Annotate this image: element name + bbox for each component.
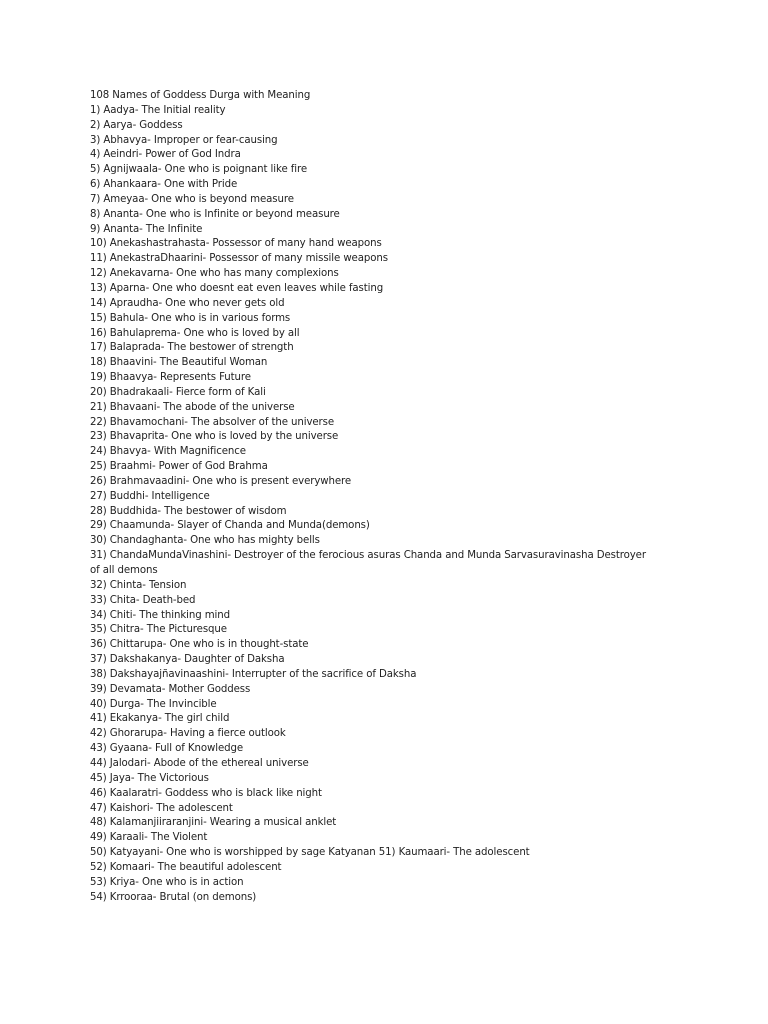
- name-list-item: 39) Devamata- Mother Goddess: [90, 683, 251, 695]
- name-list-item: 50) Katyayani- One who is worshipped by sage Katyanan 51) Kaumaari- The adolescent: [90, 847, 530, 859]
- name-list-item: 46) Kaalaratri- Goddess who is black like night: [90, 787, 322, 799]
- name-list-item: 44) Jalodari- Abode of the ethereal universe: [90, 757, 309, 769]
- name-list-item: 11) AnekastraDhaarini- Possessor of many missile weapons: [90, 253, 388, 265]
- name-list-item: 47) Kaishori- The adolescent: [90, 802, 233, 814]
- name-list-item: 5) Agnijwaala- One who is poignant like fire: [90, 164, 308, 176]
- name-list-item: 19) Bhaavya- Represents Future: [90, 372, 251, 384]
- name-list-item: 9) Ananta- The Infinite: [90, 223, 203, 235]
- name-list-item: 24) Bhavya- With Magnificence: [90, 446, 246, 458]
- name-list-item: 33) Chita- Death-bed: [90, 594, 196, 606]
- name-list-item: 16) Bahulaprema- One who is loved by all: [90, 327, 300, 339]
- name-list-item: 27) Buddhi- Intelligence: [90, 490, 210, 502]
- name-list-item: 32) Chinta- Tension: [90, 579, 187, 591]
- name-list-item: 42) Ghorarupa- Having a fierce outlook: [90, 728, 286, 740]
- name-list-item: 4) Aeindri- Power of God Indra: [90, 149, 241, 161]
- name-list-item: 43) Gyaana- Full of Knowledge: [90, 743, 244, 755]
- name-list-item: 28) Buddhida- The bestower of wisdom: [90, 505, 287, 517]
- name-list-item: 18) Bhaavini- The Beautiful Woman: [90, 357, 268, 369]
- name-list-item: 8) Ananta- One who is Infinite or beyond measure: [90, 208, 340, 220]
- name-list-item: 38) Dakshayajñavinaashini- Interrupter of the sacrifice of Daksha: [90, 668, 417, 680]
- name-list-item: 49) Karaali- The Violent: [90, 832, 208, 844]
- name-list-item: 3) Abhavya- Improper or fear-causing: [90, 134, 278, 146]
- name-list-item: 35) Chitra- The Picturesque: [90, 624, 227, 636]
- name-list-item: 20) Bhadrakaali- Fierce form of Kali: [90, 386, 266, 398]
- name-list-item: 26) Brahmavaadini- One who is present everywhere: [90, 475, 352, 487]
- name-list-item: 31) ChandaMundaVinashini- Destroyer of the ferocious asuras Chanda and Munda Sarvasuravinasha Destroyer of all demons: [90, 550, 646, 576]
- name-list-item: 15) Bahula- One who is in various forms: [90, 312, 291, 324]
- name-list-item: 1) Aadya- The Initial reality: [90, 104, 226, 116]
- name-list-item: 22) Bhavamochani- The absolver of the universe: [90, 416, 335, 428]
- name-list-item: 2) Aarya- Goddess: [90, 119, 183, 131]
- name-list-item: 13) Aparna- One who doesnt eat even leaves while fasting: [90, 282, 384, 294]
- name-list-item: 52) Komaari- The beautiful adolescent: [90, 861, 282, 873]
- name-list-item: 41) Ekakanya- The girl child: [90, 713, 230, 725]
- name-list-item: 21) Bhavaani- The abode of the universe: [90, 401, 295, 413]
- name-list-item: 7) Ameyaa- One who is beyond measure: [90, 193, 294, 205]
- name-list-item: 54) Krrooraa- Brutal (on demons): [90, 891, 257, 903]
- name-list-item: 34) Chiti- The thinking mind: [90, 609, 231, 621]
- name-list-item: 14) Apraudha- One who never gets old: [90, 297, 285, 309]
- name-list-item: 25) Braahmi- Power of God Brahma: [90, 461, 268, 473]
- name-list-item: 10) Anekashastrahasta- Possessor of many hand weapons: [90, 238, 382, 250]
- name-list-item: 30) Chandaghanta- One who has mighty bells: [90, 535, 320, 547]
- name-list-item: 36) Chittarupa- One who is in thought-state: [90, 639, 309, 651]
- name-list-item: 40) Durga- The Invincible: [90, 698, 217, 710]
- name-list-item: 29) Chaamunda- Slayer of Chanda and Munda(demons): [90, 520, 370, 532]
- document-body: [90, 89, 650, 905]
- name-list-item: 45) Jaya- The Victorious: [90, 772, 209, 784]
- name-list-item: 23) Bhavaprita- One who is loved by the universe: [90, 431, 339, 443]
- name-list-item: 6) Ahankaara- One with Pride: [90, 179, 238, 191]
- name-list-item: 12) Anekavarna- One who has many complexions: [90, 268, 339, 280]
- name-list-item: 48) Kalamanjiiraranjini- Wearing a musical anklet: [90, 817, 337, 829]
- name-list-item: 53) Kriya- One who is in action: [90, 876, 244, 888]
- name-list-item: 37) Dakshakanya- Daughter of Daksha: [90, 654, 285, 666]
- document-title: 108 Names of Goddess Durga with Meaning: [90, 90, 311, 101]
- name-list-item: 17) Balaprada- The bestower of strength: [90, 342, 294, 354]
